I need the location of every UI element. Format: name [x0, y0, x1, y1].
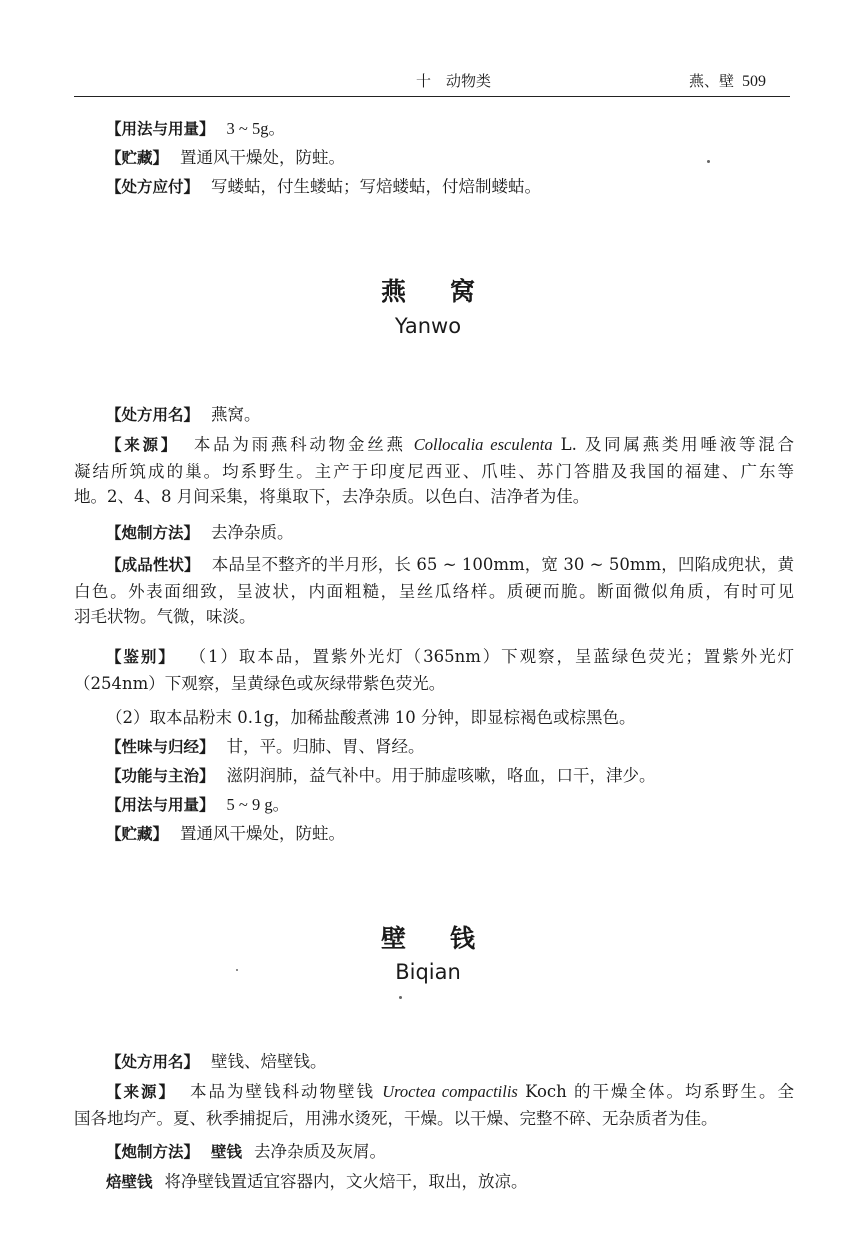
roasting-paragraph: [74, 1169, 794, 1196]
text-line: 地。2、4、8 月间采集，将巢取下，去净杂质。以色白、洁净者为佳。: [74, 487, 590, 506]
section-text: 将净壁钱置适宜容器内，文火焙干，取出，放凉。: [164, 1172, 528, 1191]
section-label: 【来源】: [106, 1083, 176, 1101]
chapter-title: 十 动物类: [416, 72, 492, 90]
page-number: 509: [742, 73, 766, 90]
text-line: 国各地均产。夏、秋季捕捉后，用沸水烫死，干燥。以干燥、完整不碎、无杂质者为佳。: [74, 1108, 718, 1128]
usage-paragraph: [74, 792, 794, 819]
section-text: 壁钱、焙壁钱。: [211, 1052, 327, 1071]
latin-name: Uroctea compactilis: [382, 1082, 518, 1101]
text-line: [74, 432, 794, 459]
section-label: 焙壁钱: [106, 1173, 153, 1191]
rx-name-paragraph: [74, 1049, 794, 1076]
identification-paragraph: [74, 644, 794, 696]
source-paragraph: [74, 1079, 794, 1131]
prev-usage-paragraph: [74, 116, 794, 143]
text-line: [74, 1079, 794, 1106]
entry-pinyin: Biqian: [395, 960, 461, 984]
section-label: 【成品性状】: [106, 556, 200, 574]
rx-name-paragraph: [74, 402, 794, 429]
text-line: [74, 552, 794, 579]
section-text: 5 ~ 9 g。: [226, 795, 290, 814]
section-text: 甘，平。归肺、胃、肾经。: [226, 737, 425, 756]
text-line: [74, 644, 794, 671]
section-text: 去净杂质。: [211, 523, 294, 542]
section-text: 本品为壁钱科动物壁钱: [188, 1082, 383, 1101]
section-label: 【炮制方法】: [106, 1143, 200, 1161]
section-label: 【来源】: [106, 436, 180, 454]
text-line: 羽毛状物。气微，味淡。: [74, 607, 256, 626]
section-text: 3 ~ 5g。: [226, 119, 285, 138]
section-text: 去净杂质及灰屑。: [254, 1142, 387, 1161]
storage-paragraph: [74, 821, 794, 848]
scan-speck: [707, 160, 710, 163]
entry-title: 壁钱: [380, 924, 519, 953]
character-paragraph: [74, 552, 794, 630]
section-label: 【贮藏】: [106, 825, 169, 843]
processing-paragraph: [74, 1139, 794, 1166]
function-paragraph: [74, 763, 794, 790]
identification-paragraph-2: [74, 705, 794, 731]
section-text: 写蝼蛄，付生蝼蛄；写焙蝼蛄，付焙制蝼蛄。: [211, 177, 542, 196]
entry-names: 燕、壁: [688, 72, 734, 90]
section-label: 【处方用名】: [106, 1053, 200, 1071]
section-label: 【功能与主治】: [106, 767, 215, 785]
section-label: 【贮藏】: [106, 149, 169, 167]
header-right: [689, 70, 766, 91]
section-text: （1）取本品，置紫外光灯（365nm）下观察，呈蓝绿色荧光；置紫外光灯: [187, 647, 794, 666]
section-label: 【处方应付】: [106, 178, 200, 196]
processing-paragraph: [74, 520, 794, 547]
section-label: 【炮制方法】: [106, 524, 200, 542]
section-text: 置通风干燥处，防蛀。: [180, 824, 346, 843]
section-label: 【鉴别】: [106, 648, 176, 666]
prev-storage-paragraph: [74, 145, 794, 172]
text-line: 白色。外表面细致，呈波状，内面粗糙，呈丝瓜络样。质硬而脆。断面微似角质，有时可见: [74, 581, 794, 601]
section-text: 置通风干燥处，防蛀。: [180, 148, 346, 167]
section-text: 滋阴润肺，益气补中。用于肺虚咳嗽，咯血，口干，津少。: [226, 766, 656, 785]
nature-paragraph: [74, 734, 794, 761]
section-label: 【用法与用量】: [106, 120, 215, 138]
scan-speck: [399, 996, 402, 999]
section-label: 【处方用名】: [106, 406, 200, 424]
section-text: 本品为雨燕科动物金丝燕: [191, 435, 414, 454]
section-label: 【性味与归经】: [106, 738, 215, 756]
scan-speck: [236, 969, 238, 971]
running-header: [74, 64, 790, 97]
entry-pinyin: Yanwo: [394, 314, 462, 338]
section-text: （2）取本品粉末 0.1g，加稀盐酸煮沸 10 分钟，即显棕褐色或棕黑色。: [106, 708, 636, 727]
text-line: （254nm）下观察，呈黄绿色或灰绿带紫色荧光。: [74, 673, 446, 693]
section-text: L. 及同属燕类用唾液等混合: [552, 435, 794, 454]
section-label: 【用法与用量】: [106, 796, 215, 814]
text-line: 凝结所筑成的巢。均系野生。主产于印度尼西亚、爪哇、苏门答腊及我国的福建、广东等: [74, 461, 794, 481]
section-text: Koch 的干燥全体。均系野生。全: [517, 1082, 794, 1101]
entry-title: 燕窝: [380, 277, 519, 306]
section-text: 燕窝。: [211, 405, 261, 424]
processing-sublabel: 壁钱: [211, 1143, 243, 1161]
latin-name: Collocalia esculenta: [413, 435, 553, 454]
prev-prescription-paragraph: [74, 174, 794, 201]
source-paragraph: [74, 432, 794, 510]
section-text: 本品呈不整齐的半月形，长 65 ~ 100mm，宽 30 ~ 50mm，凹陷成兜状，黄: [211, 555, 794, 574]
